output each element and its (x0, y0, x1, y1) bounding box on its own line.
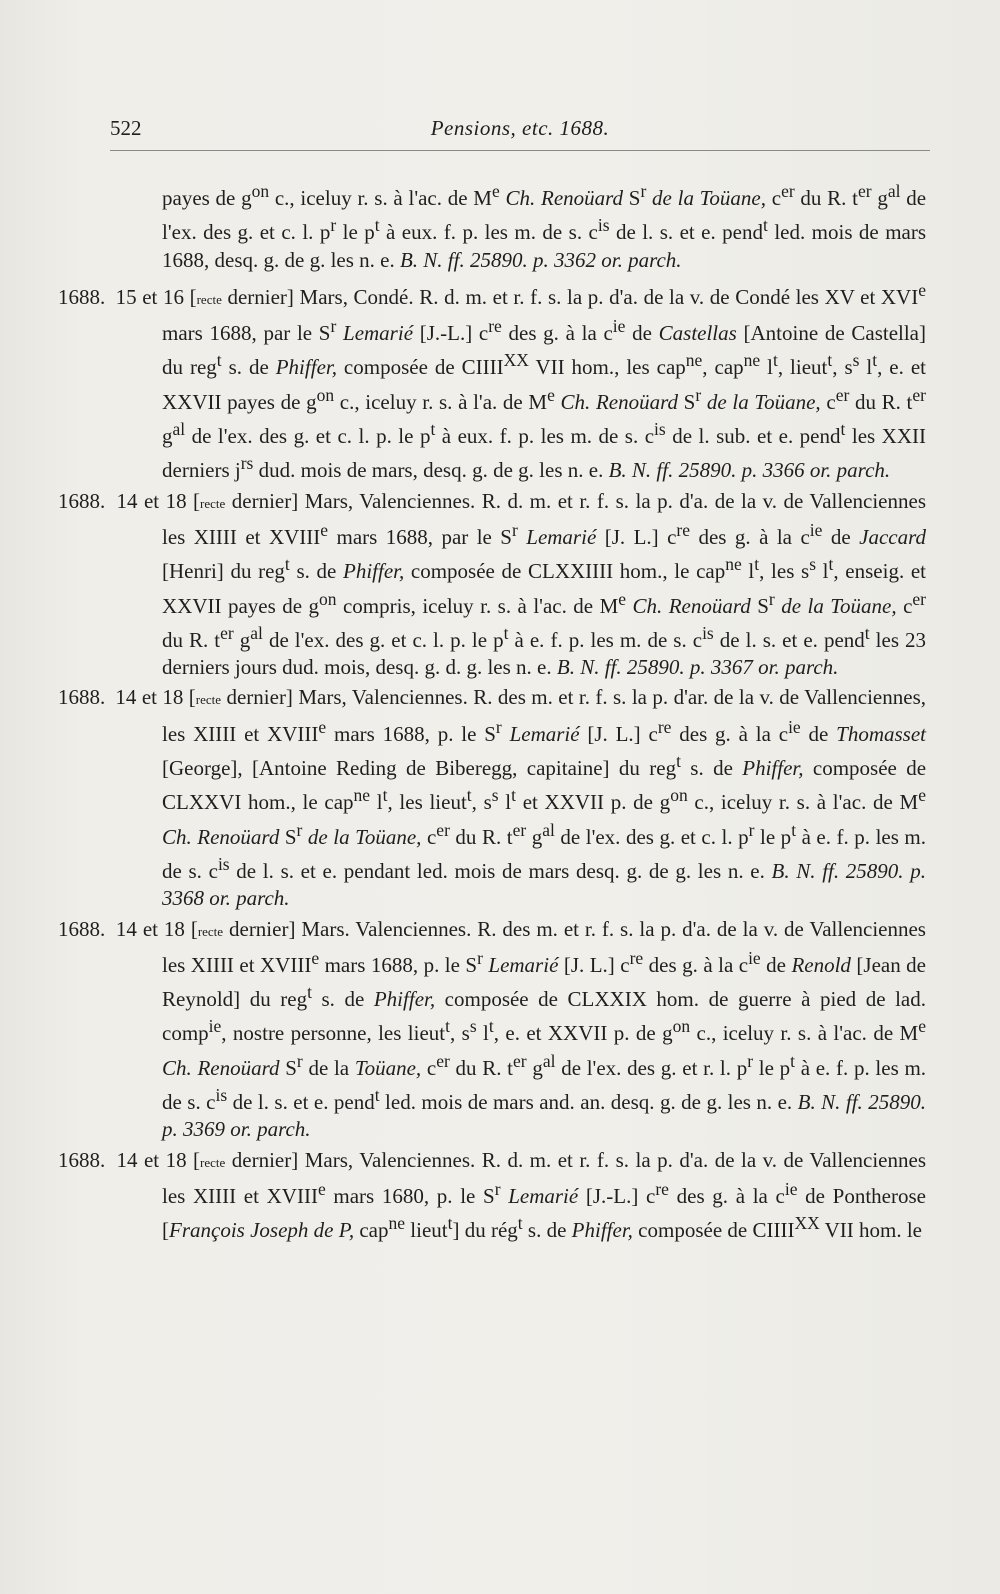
text-run: du R. t (449, 824, 513, 849)
italic-text: Ch. Renoüard (505, 186, 624, 210)
italic-text: Ch. Renoüard (560, 389, 679, 414)
text-run (502, 722, 510, 746)
superscript: er (835, 384, 850, 405)
superscript: t (374, 1085, 380, 1106)
superscript: t (447, 1213, 453, 1234)
text-run: de la (302, 1055, 355, 1080)
text-run: cap (354, 1218, 389, 1243)
text-run: le p (336, 220, 375, 245)
superscript: r (748, 819, 755, 840)
text-run: , s (450, 1021, 470, 1046)
text-run: mars 1688, par le S (328, 524, 512, 549)
text-run: composée de CIIII (336, 355, 504, 380)
superscript: t (374, 215, 380, 236)
running-title: Pensions, etc. 1688. (430, 116, 610, 140)
italic-text: Phiffer, (373, 987, 436, 1012)
text-run: de l. sub. et e. pend (665, 424, 841, 449)
text-run: ] du rég (452, 1218, 518, 1243)
text-run: s. de (289, 559, 343, 584)
superscript: XX (794, 1213, 820, 1234)
text-run: , s (471, 790, 492, 815)
entry-paragraph: 1688. 14 et 18 [recte dernier] Mars, Valenciennes. R. d. m. et r. f. s. la p. d'a. de la v. de Vallenciennes les XIIII et XVIIIe mars 1688, par le $S^r$ Lemarié [J. L.] $c^{re}$ des g. à la $c^{ie}$ de Jaccard [Henri] du reg$^t$ s. de Phiffer, composée de CLXXIIII hom., le cap$^{ne}$ $l^t$, les $s^s$ $l^t$, enseig. et XXVII payes de $g^{on}$ compris, iceluy r. s. à l'ac. de Me Ch. Renoüard $S^r$ de la Toüane, $c^{er}$ du R. $t^{er}$ $g^{al}$ de l'ex. des g. et c. l. p. le $p^t$ à e. f. p. les m. de s. $c^{is}$ de l. s. et e. pend$^t$ les 23 derniers jours dud. mois, desq. g. d. g. les n. e. B. N. ff. 25890. p. 3367 or. parch. (58, 488, 927, 680)
italic-text: Lemarié (488, 952, 559, 977)
text-run: , les lieut (387, 790, 467, 815)
italic-text: Ch. Renoüard (632, 593, 751, 618)
italic-text: François Joseph de P, (169, 1218, 355, 1243)
text-run: l (760, 355, 773, 380)
text-run: de l. s. et e. pendant led. mois de mars desq. g. de g. les n. e. (229, 858, 772, 883)
superscript: e (618, 588, 627, 609)
text-run: de Pontherose [ (162, 1183, 926, 1243)
superscript: t (828, 554, 834, 575)
text-run: mars 1688, p. le S (326, 721, 496, 746)
text-run: [J. L.] c (558, 952, 630, 977)
text-run: S (623, 186, 641, 210)
superscript: on (251, 181, 270, 201)
superscript: t (827, 350, 833, 371)
text-run: de (760, 952, 792, 977)
text-run: S (678, 389, 696, 414)
italic-text: Lemarié (343, 321, 414, 346)
text-run: [J. L.] c (596, 524, 677, 549)
text-run: g (526, 1055, 543, 1080)
superscript: ne (353, 785, 371, 806)
text-run: recte (200, 1154, 226, 1170)
italic-text: Phiffer, (343, 559, 405, 584)
italic-text: Ch. Renoüard (162, 824, 280, 849)
superscript: t (772, 350, 778, 371)
text-run: VII hom., les cap (528, 355, 686, 380)
text-run: de l'ex. des g. et c. l. p (162, 186, 927, 245)
text-run: c., iceluy r. s. à l'a. de M (334, 389, 548, 414)
text-run: à e. f. p. les m. de s. c (508, 627, 703, 652)
italic-text: Phiffer, (275, 355, 337, 380)
superscript: on (319, 588, 337, 609)
italic-text: B. N. ff. 25890. p. 3366 or. parch. (608, 458, 891, 483)
text-run: de l. s. et e. pend (609, 220, 764, 245)
superscript: re (655, 1178, 669, 1199)
text-run: [George], [Antoine Reding de Biberegg, capitaine] du reg (162, 756, 677, 781)
text-run: 15 et 16 [ (110, 284, 197, 309)
superscript: er (857, 181, 872, 201)
text-run: [J.-L.] c (578, 1183, 656, 1208)
text-run: le p (753, 1055, 791, 1080)
superscript: e (547, 384, 555, 405)
italic-text: Ch. Renoüard (162, 1055, 280, 1080)
superscript: t (284, 554, 290, 575)
text-run: c (766, 186, 782, 210)
text-run: des g. à la c (668, 1183, 785, 1208)
italic-text: de la Toüane, (307, 824, 422, 849)
text-run: g (162, 424, 173, 449)
superscript: is (597, 215, 610, 236)
superscript: e (318, 716, 327, 737)
superscript: t (382, 785, 388, 806)
text-run: des g. à la c (643, 952, 749, 977)
text-run: de (822, 524, 860, 549)
entry-paragraph: 1688. 15 et 16 [recte dernier] Mars, Condé. R. d. m. et r. f. s. la p. d'a. de la v. de Condé les XV et XVIe mars 1688, par le $S^r$ Lemarié [J.-L.] $c^{re}$ des g. à la $c^{ie}$ de Castellas [Antoine de Castella] du reg$^t$ s. de Phiffer, composée de $CIIII^{XX}$ VII hom., les cap$^{ne}$, cap$^{ne}$ $l^t$, lieut$^t$, $s^s$ $l^t$, e. et XXVII payes de $g^{on}$ c., iceluy r. s. à l'a. de Me Ch. Renoüard $S^r$ de la Toüane, $c^{er}$ du R. $t^{er}$ $g^{al}$ de l'ex. des g. et c. l. p. le $p^t$ à eux. f. p. les m. de s. $c^{is}$ de l. sub. et e. pend$^t$ les XXII derniers $j^{rs}$ dud. mois de mars, desq. g. de g. les n. e. B. N. ff. 25890. p. 3366 or. parch. (58, 279, 927, 483)
text-run: dernier] Mars. Valenciennes. R. des m. et r. f. s. la p. d'a. de la v. de Vallenciennes les XIIII et XVIII (162, 916, 926, 977)
text-run: dernier] Mars, Valenciennes. R. d. m. et r. f. s. la p. d'a. de la v. de Vallenciennes les XIIII et XVIII (162, 1147, 926, 1208)
text-run: [Henri] du reg (162, 559, 285, 584)
superscript: ie (784, 1178, 798, 1199)
text-run: recte (195, 692, 222, 708)
text-run: c (896, 593, 913, 618)
page-header (110, 116, 930, 151)
superscript: is (217, 853, 230, 874)
text-run: dernier] Mars, Valenciennes. R. des m. et r. f. s. la p. d'ar. de la v. de Vallenciennes, les XIIII et XVIII (162, 685, 926, 746)
text-run: c (421, 824, 437, 849)
italic-text: Lemarié (526, 524, 597, 549)
italic-text: Jaccard (859, 524, 926, 549)
text-run: l (741, 559, 755, 584)
superscript: ie (612, 316, 626, 337)
italic-text: B. N. ff. 25890. p. 3369 or. parch. (162, 1090, 926, 1142)
superscript: is (654, 419, 666, 440)
text-run: led. mois de mars and. an. desq. g. de g. les n. e. (379, 1090, 798, 1115)
superscript: er (436, 1050, 450, 1071)
italic-text: B. N. ff. 25890. p. 3367 or. parch. (556, 655, 839, 680)
entry-paragraph: 1688. 14 et 18 [recte dernier] Mars. Valenciennes. R. des m. et r. f. s. la p. d'a. de la v. de Vallenciennes les XIIII et XVIIIe mars 1688, p. le $S^r$ Lemarié [J. L.] $c^{re}$ des g. à la $c^{ie}$ de Renold [Jean de Reynold] du reg$^t$ s. de Phiffer, composée de CLXXIX hom. de guerre à pied de lad. comp$^{ie}$, nostre personne, les lieut$^t$, $s^s$ $l^t$, e. et XXVII p. de $g^{on}$ c., iceluy r. s. à l'ac. de Me Ch. Renoüard $S^r$ de la Toüane, $c^{er}$ du R. $t^{er}$ $g^{al}$ de l'ex. des g. et r. l. $p^r$ le $p^t$ à e. f. p. les m. de s. $c^{is}$ de l. s. et e. pend$^t$ led. mois de mars and. an. desq. g. de g. les n. e. B. N. ff. 25890. p. 3369 or. parch. (58, 916, 927, 1142)
superscript: re (629, 947, 644, 968)
text-run: l (476, 1021, 489, 1046)
superscript: r (768, 588, 775, 609)
text-run: composée de CLXXVI hom., le cap (162, 756, 927, 815)
superscript: on (316, 384, 335, 405)
superscript: t (763, 215, 768, 236)
text-run: g (526, 824, 543, 849)
superscript: s (852, 350, 860, 371)
text-run: recte (196, 291, 222, 307)
superscript: r (495, 716, 502, 737)
text-run: s. de (680, 756, 743, 781)
superscript: is (215, 1085, 228, 1106)
text-run: s. de (311, 987, 374, 1012)
superscript: e (918, 1016, 926, 1037)
page-number: 522 (110, 116, 142, 140)
text-run: à e. f. p. les m. de s. c (162, 824, 927, 883)
superscript: r (494, 1178, 501, 1199)
text-run: du R. t (449, 1055, 514, 1080)
text-run: , nostre personne, les lieut (221, 1021, 446, 1046)
text-run: de l'ex. des g. et c. l. p (554, 824, 749, 849)
text-run: [Antoine de Castella] du reg (162, 321, 927, 380)
superscript: ie (208, 1016, 222, 1037)
superscript: er (512, 819, 527, 840)
superscript: t (445, 1016, 451, 1037)
text-run: 14 et 18 [ (110, 488, 201, 513)
body-text (58, 178, 927, 1248)
text-run: dud. mois de mars, desq. g. de g. les n. e. (253, 458, 609, 483)
text-run: [J.-L.] c (413, 321, 489, 346)
text-run: [Jean de Reynold] du reg (162, 952, 926, 1012)
italic-text: de la Toüane, (781, 593, 897, 618)
superscript: e (311, 947, 320, 968)
superscript: t (430, 419, 436, 440)
text-run: S (279, 1055, 297, 1080)
superscript: re (657, 716, 672, 737)
text-run: payes de g (162, 186, 252, 210)
text-run: S (279, 824, 297, 849)
superscript: t (466, 785, 472, 806)
text-run: , lieut (777, 355, 828, 380)
text-run: de l'ex. des g. et c. l. p. le p (262, 627, 504, 652)
text-run: des g. à la c (671, 721, 789, 746)
text-run: de l. s. et e. pend (713, 627, 865, 652)
text-run: g (871, 186, 888, 210)
superscript: r (640, 181, 647, 201)
text-run: , cap (702, 355, 744, 380)
text-run: s. de (522, 1218, 572, 1243)
text-run: , e. et XXVII payes de g (162, 355, 926, 414)
text-run: 14 et 18 [ (110, 916, 198, 941)
text-run: c (820, 389, 836, 414)
entry-paragraph: 1688. 14 et 18 [recte dernier] Mars, Valenciennes. R. d. m. et r. f. s. la p. d'a. de la v. de Vallenciennes les XIIII et XVIIIe mars 1680, p. le $S^r$ Lemarié [J.-L.] $c^{re}$ des g. à la $c^{ie}$ de Pontherose [François Joseph de P, cap$^{ne}$ lieut$^t$] du rég$^t$ s. de Phiffer, composée de $CIIII^{XX}$ VII hom. le (58, 1147, 926, 1243)
text-run: VII hom. le (819, 1218, 922, 1243)
entry-paragraph (110, 178, 926, 274)
text-run: compris, iceluy r. s. à l'ac. de M (336, 593, 619, 618)
superscript: ie (788, 716, 801, 737)
superscript: ne (743, 350, 761, 371)
superscript: on (670, 785, 688, 806)
italic-text: Renold (791, 952, 851, 977)
text-run: composée de CIIII (632, 1218, 795, 1243)
italic-text: Toüane, (354, 1055, 422, 1080)
superscript: al (250, 622, 263, 643)
superscript: ne (388, 1213, 406, 1234)
superscript: XX (503, 350, 529, 371)
text-run: de l. s. et e. pend (227, 1090, 375, 1115)
superscript: ne (685, 350, 703, 371)
italic-text: Phiffer, (571, 1218, 633, 1243)
text-run (336, 321, 343, 345)
superscript: r (330, 316, 337, 337)
text-run: des g. à la c (501, 321, 613, 346)
superscript: er (912, 588, 927, 609)
text-run: l (859, 355, 873, 380)
italic-text: de la Toüane, (652, 186, 766, 210)
text-run: dernier] Mars, Valenciennes. R. d. m. et r. f. s. la p. d'a. de la v. de Vallenciennes les XIIII et XVIII (162, 488, 926, 549)
superscript: r (477, 947, 483, 968)
superscript: e (491, 181, 500, 201)
entry-paragraph: 1688. 14 et 18 [recte dernier] Mars, Valenciennes. R. des m. et r. f. s. la p. d'ar. de la v. de Vallenciennes, les XIIII et XVIIIe mars 1688, p. le $S^r$ Lemarié [J. L.] $c^{re}$ des g. à la $c^{ie}$ de Thomasset [George], [Antoine Reding de Biberegg, capitaine] du reg$^t$ s. de Phiffer, composée de CLXXVI hom., le cap$^{ne}$ $l^t$, les lieut$^t$, $s^s$ $l^t$ et XXVII p. de $g^{on}$ c., iceluy r. s. à l'ac. de Me Ch. Renoüard $S^r$ de la Toüane, $c^{er}$ du R. $t^{er}$ $g^{al}$ de l'ex. des g. et c. l. $p^r$ le $p^t$ à e. f. p. les m. de s. $c^{is}$ de l. s. et e. pendant led. mois de mars desq. g. de g. les n. e. B. N. ff. 25890. p. 3368 or. parch. (58, 685, 927, 911)
text-run: [J. L.] c (579, 721, 658, 746)
italic-text: Lemarié (509, 721, 580, 746)
text-run: l (370, 790, 383, 815)
italic-text: de la Toüane, (706, 389, 821, 414)
superscript: s (469, 1016, 477, 1037)
superscript: e (317, 1178, 326, 1199)
text-run: des g. à la c (690, 524, 810, 549)
text-run: à eux. f. p. les m. de s. c (379, 220, 598, 245)
text-run: mars 1680, p. le S (325, 1183, 495, 1208)
superscript: r (695, 384, 702, 405)
superscript: e (320, 519, 329, 540)
text-run: composée de CLXXIX hom. de guerre à pied de lad. comp (162, 987, 926, 1046)
superscript: al (542, 1050, 556, 1071)
text-run: à e. f. p. les m. de s. c (162, 1055, 927, 1115)
superscript: al (887, 181, 901, 201)
superscript: er (513, 1050, 527, 1071)
italic-text: Thomasset (836, 721, 927, 746)
text-run: l (498, 790, 512, 815)
text-run: S (750, 593, 769, 618)
text-run: du R. t (849, 389, 913, 414)
italic-text: B. N. ff. 25890. p. 3368 or. parch. (162, 858, 926, 911)
superscript: s (809, 554, 817, 575)
text-run: à eux. f. p. les m. de s. c (435, 424, 655, 449)
text-run: du R. t (162, 627, 221, 652)
superscript: al (172, 419, 186, 440)
superscript: s (491, 785, 499, 806)
superscript: ie (809, 519, 823, 540)
superscript: er (781, 181, 795, 201)
superscript: t (840, 419, 846, 440)
superscript: t (864, 622, 870, 643)
text-run: de l'ex. des g. et r. l. p (555, 1055, 748, 1080)
superscript: er (912, 384, 926, 405)
text-run: c., iceluy r. s. à l'ac. de M (269, 186, 492, 210)
text-run: g (233, 627, 251, 652)
superscript: er (220, 622, 234, 643)
superscript: on (672, 1016, 691, 1037)
superscript: t (872, 350, 878, 371)
superscript: t (754, 554, 760, 575)
superscript: t (517, 1213, 523, 1234)
superscript: r (296, 819, 303, 840)
text-run: recte (200, 495, 226, 511)
superscript: t (307, 982, 312, 1003)
italic-text: Lemarié (508, 1183, 579, 1208)
text-run: recte (197, 923, 224, 939)
superscript: r (511, 519, 518, 540)
superscript: r (296, 1050, 303, 1071)
superscript: t (676, 751, 681, 772)
superscript: t (503, 622, 509, 643)
text-run: , s (832, 355, 853, 380)
text-run: mars 1688, p. le S (319, 952, 478, 977)
text-run: de (625, 321, 659, 346)
text-run: , e. et XXVII p. de g (493, 1021, 673, 1046)
text-run: mars 1688, par le S (162, 321, 331, 346)
superscript: is (702, 622, 714, 643)
superscript: rs (240, 453, 254, 474)
italic-text: Phiffer, (742, 756, 804, 781)
text-run (518, 525, 526, 549)
superscript: al (542, 819, 555, 840)
text-run: de l'ex. des g. et c. l. p. le p (185, 424, 431, 449)
text-run: s. de (221, 355, 276, 380)
superscript: t (216, 350, 222, 371)
text-run: composée de CLXXIIII hom., le cap (404, 559, 726, 584)
text-run: 14 et 18 [ (110, 1147, 201, 1172)
text-run: , enseig. et XXVII payes de g (162, 559, 926, 618)
text-run: l (816, 559, 829, 584)
text-run: les 23 derniers jours dud. mois, desq. g. d. g. les n. e. (162, 627, 927, 680)
superscript: t (790, 1050, 795, 1071)
text-run: c., iceluy r. s. à l'ac. de M (690, 1021, 919, 1046)
superscript: ie (748, 947, 761, 968)
text-run: et XXVII p. de g (516, 790, 671, 815)
superscript: re (676, 519, 691, 540)
text-run: les XXII derniers j (162, 424, 927, 483)
superscript: t (511, 785, 516, 806)
text-run: lieut (405, 1218, 448, 1243)
text-run: led. mois de mars 1688, desq. g. de g. les n. e. (162, 220, 927, 272)
superscript: r (330, 215, 337, 236)
italic-text: Castellas (658, 321, 737, 346)
superscript: e (918, 279, 927, 300)
superscript: er (436, 819, 450, 840)
text-run: c., iceluy r. s. à l'ac. de M (687, 790, 919, 815)
italic-text: B. N. ff. 25890. p. 3362 or. parch. (399, 247, 682, 272)
text-run: de (800, 721, 837, 746)
text-run: , les s (759, 559, 810, 584)
text-run: du R. t (794, 186, 858, 210)
text-run: le p (754, 824, 792, 849)
text-run: dernier] Mars, Condé. R. d. m. et r. f. s. la p. d'a. de la v. de Condé les XV et XVI (221, 284, 919, 309)
superscript: re (488, 316, 502, 337)
superscript: t (791, 819, 797, 840)
superscript: t (488, 1016, 494, 1037)
superscript: r (747, 1050, 754, 1071)
superscript: e (918, 785, 926, 806)
text-run: c (421, 1055, 437, 1080)
text-run: 14 et 18 [ (110, 685, 196, 710)
superscript: ne (725, 554, 742, 575)
